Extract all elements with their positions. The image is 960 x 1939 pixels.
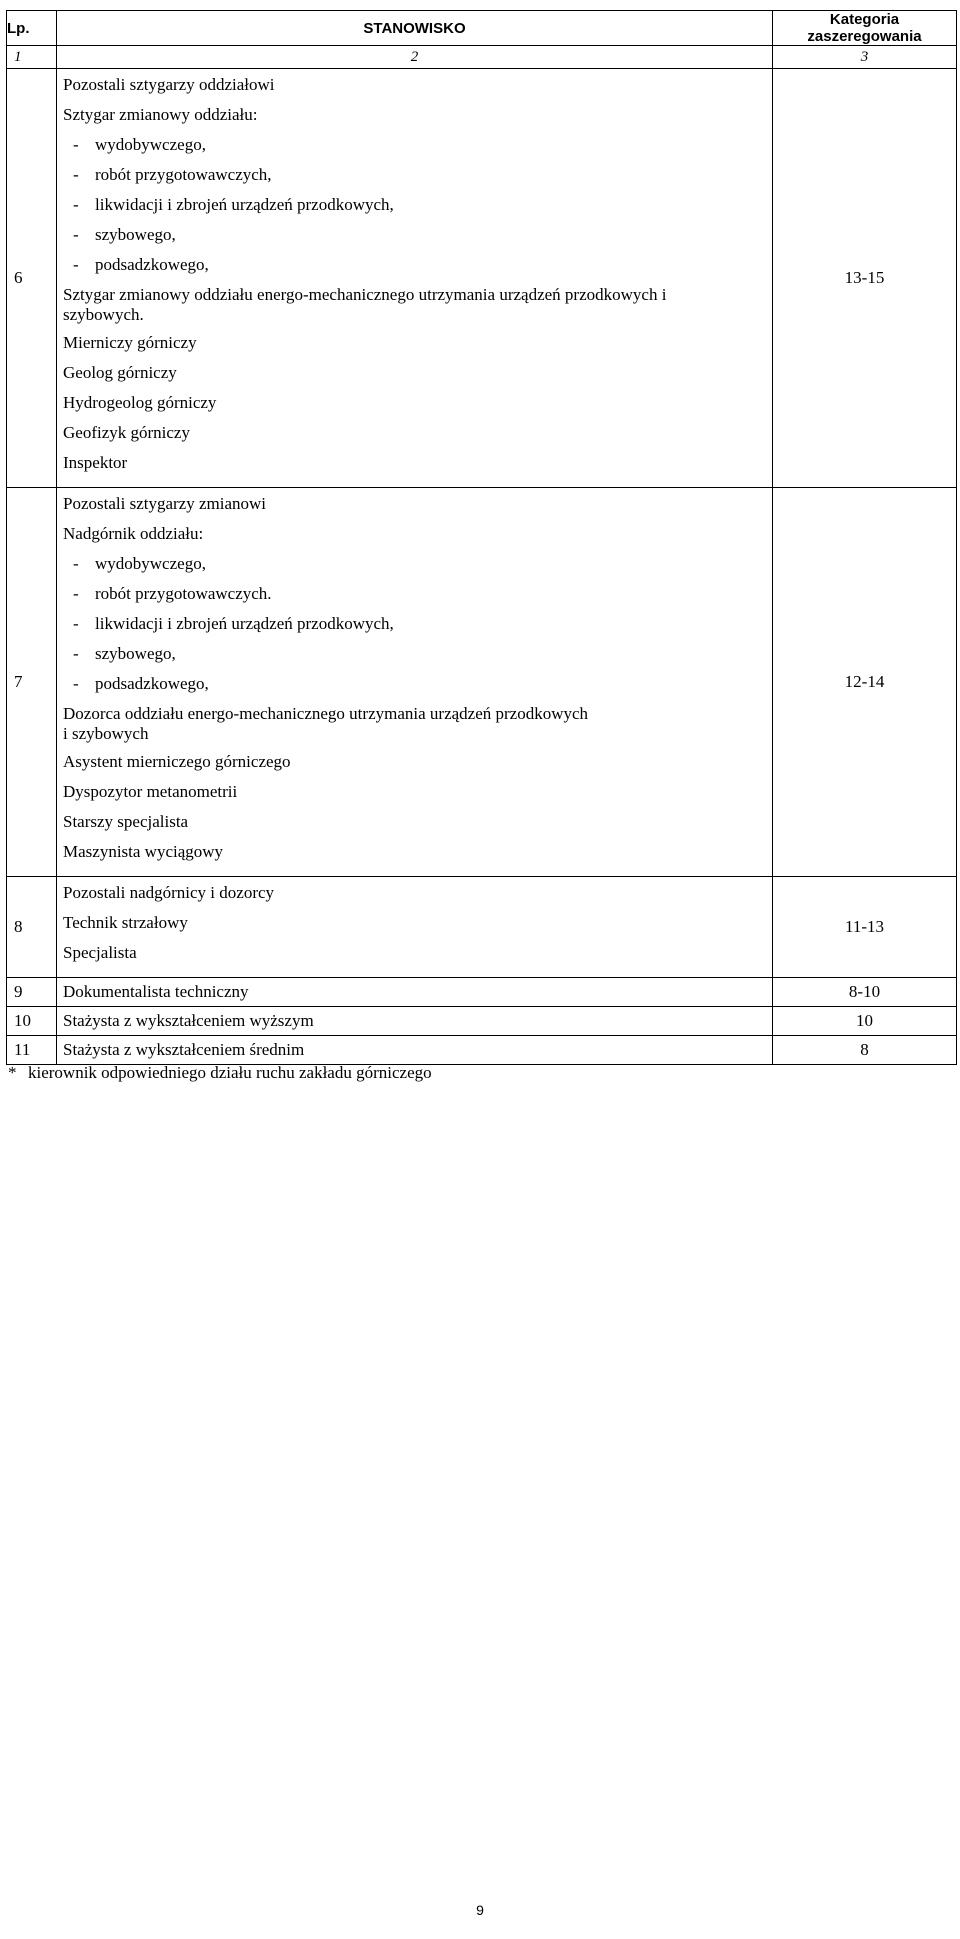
row-stanowisko-list (57, 877, 773, 978)
table-row (7, 1036, 957, 1065)
list-item: Pozostali sztygarzy oddziałowi (63, 75, 275, 94)
footnote-text: kierownik odpowiedniego działu ruchu zakładu górniczego (28, 1063, 432, 1082)
header-kategoria: Kategoria zaszeregowania (773, 11, 957, 46)
list-item: - podsadzkowego, (73, 674, 209, 693)
column-number: 3 (773, 46, 957, 69)
header-lp: Lp. (7, 11, 57, 46)
list-item: Specjalista (63, 943, 137, 962)
dash-marker: - (73, 554, 79, 573)
list-item: - likwidacji i zbrojeń urządzeń przodkowych, (73, 614, 394, 633)
list-item: - robót przygotowawczych. (73, 584, 272, 603)
dash-marker: - (73, 195, 79, 214)
list-item: Sztygar zmianowy oddziału energo-mechanicznego utrzymania urządzeń przodkowych i szybowych. (63, 285, 667, 324)
list-item: Hydrogeolog górniczy (63, 393, 217, 412)
list-item: - robót przygotowawczych, (73, 165, 272, 184)
list-item: - podsadzkowego, (73, 255, 209, 274)
list-item: Geolog górniczy (63, 363, 177, 382)
row-stanowisko-list (57, 488, 773, 877)
list-item: Nadgórnik oddziału: (63, 524, 204, 543)
table-row (7, 877, 957, 978)
footnote-marker: * (8, 1063, 17, 1082)
list-item: Dozorca oddziału energo-mechanicznego utrzymania urządzeń przodkowych i szybowych (63, 704, 589, 743)
list-item: Inspektor (63, 453, 128, 472)
row-stanowisko: Stażysta z wykształceniem średnim (57, 1036, 773, 1065)
list-item: Technik strzałowy (63, 913, 188, 932)
list-item: - szybowego, (73, 225, 176, 244)
table-row (7, 69, 957, 488)
page-number: 9 (476, 1902, 484, 1918)
dash-marker: - (73, 165, 79, 184)
row-lp: 8 (7, 877, 57, 978)
row-stanowisko: Dokumentalista techniczny (57, 978, 773, 1007)
row-stanowisko-list (57, 69, 773, 488)
row-lp: 7 (7, 488, 57, 877)
row-kategoria: 13-15 (773, 69, 957, 488)
list-item: Pozostali nadgórnicy i dozorcy (63, 883, 275, 902)
row-kategoria: 10 (773, 1007, 957, 1036)
list-item: Asystent mierniczego górniczego (63, 752, 291, 771)
row-kategoria: 11-13 (773, 877, 957, 978)
table-row (7, 978, 957, 1007)
list-item: - likwidacji i zbrojeń urządzeń przodkowych, (73, 195, 394, 214)
list-item: - wydobywczego, (73, 135, 206, 154)
table-row (7, 1007, 957, 1036)
list-item: Geofizyk górniczy (63, 423, 190, 442)
table-header-row (7, 11, 957, 46)
dash-marker: - (73, 644, 79, 663)
row-lp: 11 (7, 1036, 57, 1065)
list-item: Dyspozytor metanometrii (63, 782, 238, 801)
dash-marker: - (73, 225, 79, 244)
dash-marker: - (73, 255, 79, 274)
row-kategoria: 8-10 (773, 978, 957, 1007)
dash-marker: - (73, 135, 79, 154)
list-item: Sztygar zmianowy oddziału: (63, 105, 258, 124)
job-category-table (6, 10, 957, 1065)
list-item: Maszynista wyciągowy (63, 842, 224, 861)
footnote (8, 1063, 432, 1083)
list-item: Pozostali sztygarzy zmianowi (63, 494, 267, 513)
row-lp: 6 (7, 69, 57, 488)
row-lp: 9 (7, 978, 57, 1007)
list-item: - wydobywczego, (73, 554, 206, 573)
row-kategoria: 12-14 (773, 488, 957, 877)
dash-marker: - (73, 614, 79, 633)
column-number: 1 (7, 46, 57, 69)
list-item: Mierniczy górniczy (63, 333, 197, 352)
table-row (7, 488, 957, 877)
list-item: - szybowego, (73, 644, 176, 663)
column-number: 2 (57, 46, 773, 69)
row-lp: 10 (7, 1007, 57, 1036)
header-stanowisko: STANOWISKO (57, 11, 773, 46)
column-number-row (7, 46, 957, 69)
list-item: Starszy specjalista (63, 812, 189, 831)
row-stanowisko: Stażysta z wykształceniem wyższym (57, 1007, 773, 1036)
dash-marker: - (73, 584, 79, 603)
row-kategoria: 8 (773, 1036, 957, 1065)
dash-marker: - (73, 674, 79, 693)
